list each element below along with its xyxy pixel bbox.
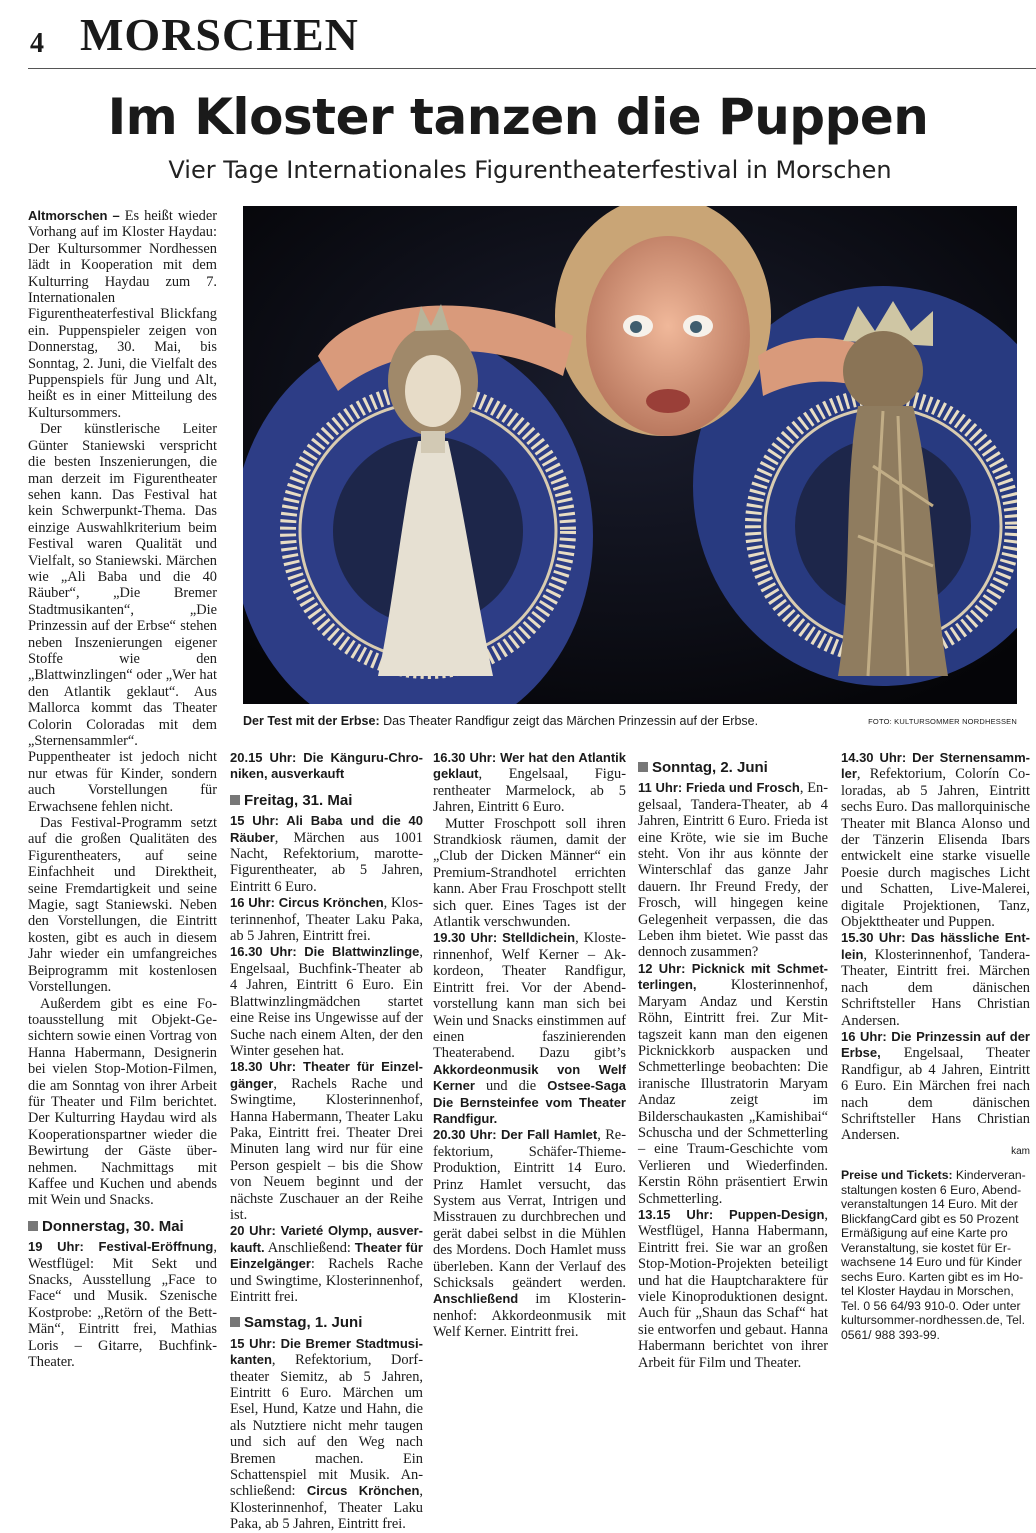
- program-entry: 15 Uhr: Die Bremer Stadtmusikanten, Refektorium, Dorftheater Siemitz, ab 5 Jahren, Eintritt 6 Euro. Märchen um Esel, Hund, Katze und Hahn, die als Nutztiere nicht mehr taugen und sich auf den Weg nach Bremen machen. Ein Schattenspiel mit Musik. Anschließend: Circus Krönchen, Klosterinnenhof, Theater Laku Paka, ab 5 Jahren, Eintritt frei.: [230, 1335, 423, 1533]
- author-initials: kam: [1011, 1145, 1030, 1157]
- photo-caption: Der Test mit der Erbse: Das Theater Randfigur zeigt das Märchen Prinzessin auf der Erbse.: [243, 714, 759, 728]
- program-entry: 19.30 Uhr: Stelldichein, Klosterinnenhof, Welf Kerner – Akkordeon, Theater Randfigur, Eintritt frei. Vor der Abendvorstellung kann man sich bei Wein und Snacks einstimmen auf einen faszinierenden Theaterabend. Dazu gibt’s Akkordeonmusik von Welf Kerner und die Ostsee-Saga Die Bernsteinfee vom Theater Randfigur.: [433, 930, 626, 1126]
- program-entry: 20.30 Uhr: Der Fall Hamlet, Refektorium, Schäfer-Thieme-Produktion, Eintritt 14 Euro. Prinz Hamlet versucht, das System aus Verrat, Intrigen und Misstrauen zu durchbrechen und gerät dabei selbst in die Mühlen des Mordens. Doch Hamlet muss überleben. Kann der Verlauf des Schicksals geändert werden. Anschließend im Klosterinnenhof: Akkordeonmusik mit Welf Kerner. Eintritt frei.: [433, 1127, 626, 1341]
- article-paragraph: Das Festival-Programm setzt auf die großen Qualitäten des Figurentheaters, auf seine Einfachheit und Direktheit, seine Fremdartigkeit und seine Magie, sagt Staniewski. Neben den Vorstellungen, die Eintritt kosten, gibt es auch in diesem Jahr wieder ein umfangreiches Beiprogramm mit kostenlosen Vorstellungen.: [28, 815, 217, 996]
- headline: Im Kloster tanzen die Puppen: [107, 88, 929, 146]
- program-entry: 20.15 Uhr: Die Känguru-Chroniken, ausverkauft: [230, 750, 423, 782]
- program-entry: 16 Uhr: Die Prinzessin auf der Erbse, Engelsaal, Theater Randfigur, ab 4 Jahren, Eintritt 6 Euro. Ein Märchen frei nach nach dem dänischen Schriftsteller Hans Christian Andersen.: [841, 1028, 1030, 1144]
- article-paragraph: Der künstlerische Leiter Günter Staniewski verspricht die besten Inszenierungen, die man derzeit im Figurentheater sehen kann. Das Festival hat kein Schwerpunkt-Thema. Das einzige Auswahlkriterium beim Festival waren Qualität und Vielfalt, so Staniewski. Märchen wie „Ali Baba und die 40 Räuber“, „Die Bremer Stadtmusikanten“, „Die Prinzessin auf der Erbse“ stehen neben Inszenierungen eigener Stoffe wie den „Blattwinzlingen“ oder „Wer hat den Atlantik geklaut“. Aus Mallorca kommt das Theater Colorin Coloradas mit dem „Sternensammler“. Puppentheater ist jedoch nicht nur etwas für Kinder, sondern auch Vorstellungen für Erwachsene fehlen nicht.: [28, 421, 217, 815]
- puppet-theater-photo: [243, 206, 1017, 704]
- day-heading-sunday: Sonntag, 2. Juni: [638, 760, 828, 776]
- program-entry: 12 Uhr: Picknick mit Schmetterlingen, Klosterinnenhof, Maryam Andaz und Kerstin Röhn, Eintritt frei. Zur Mittagszeit kann man den eigenen Picknickkorb auspacken und Schmetterlinge beobachten: Die iranische Illustratorin Maryam Andaz zeigt im Bilderschaukasten „Kamishibai“ Schuscha und der Schmetterling – eine Traum-Geschichte vom Verlieren und Wiederfinden. Kerstin Röhn präsentiert Erwin Schmetterling.: [638, 960, 828, 1207]
- program-column-2: [230, 750, 423, 1533]
- day-heading-friday: Freitag, 31. Mai: [230, 793, 423, 809]
- program-entry: 18.30 Uhr: Theater für Einzelgänger, Rachels Rache und Swingtime, Klosterinnenhof, Hanna Habermann, Theater Laku Paka, Eintritt frei. Theater Drei Minuten lang wird nur für eine Person gespielt – bis die Show von Neuem beginnt und der nächste Zuschauer an der Reihe ist.: [230, 1059, 423, 1223]
- subheadline: Vier Tage Internationales Figurentheaterfestival in Morschen: [168, 156, 892, 184]
- program-entry: 16.30 Uhr: Wer hat den Atlantik geklaut, Engelsaal, Figurentheater Marmelock, ab 5 Jahren, Eintritt 6 Euro.: [433, 750, 626, 816]
- program-entry: 13.15 Uhr: Puppen-Design, Westflügel, Hanna Habermann, Eintritt frei. Sie war an großen Stop-Motion-Projekten beteiligt und hat die Hauptcharaktere für viele Kinoproduktionen designt. Auch für „Shaun das Schaf“ hat sie entworfen und gebaut. Hanna Habermann berichtet von ihrer Arbeit für Film und Theater.: [638, 1206, 828, 1371]
- program-column-3: [433, 750, 626, 1341]
- program-description: Mutter Froschpott soll ihren Strandkiosk räumen, damit der „Club der Dicken Männer“ ein Premium-Strandhotel errichten kann. Aber Frau Froschpott stellt sich quer. Eines Tages ist der Atlantik verschwunden.: [433, 815, 626, 931]
- program-entry: 15.30 Uhr: Das hässliche Entlein, Klosterinnenhof, Tandera-Theater, Eintritt frei. Märchen nach dem dänischen Schriftsteller Hans Christian Andersen.: [841, 930, 1030, 1029]
- article-paragraph: Außerdem gibt es eine Fotoausstellung mit Objekt-Gesichtern sowie einen Vortrag von Hanna Habermann, Designerin bei vielen Stop-Motion-Filmen, die am Sonntag von ihrer Arbeit für Theater und Film berichtet. Der Kulturring Haydau wird als Kooperationspartner wieder die Bewirtung der Gäste übernehmen. Nachmittags mit Kaffee und Kuchen und abends mit Wein und Snacks.: [28, 995, 217, 1209]
- program-column-5: [841, 750, 1030, 1342]
- program-entry: 16 Uhr: Circus Krönchen, Klosterinnenhof, Theater Laku Paka, ab 5 Jahren, Eintritt frei.: [230, 895, 423, 945]
- program-entry: 19 Uhr: Festival-Eröffnung, Westflügel: Mit Sekt und Snacks, Ausstellung „Face to Face“ und Musik. Szenische Kostprobe: „Retörn of the Bett-Män“, Eintritt frei, Mathias Loris – Gitarre, Buchfink-Theater.: [28, 1239, 217, 1371]
- program-entry: 11 Uhr: Frieda und Frosch, Engelsaal, Tandera-Theater, ab 4 Jahren, Eintritt 6 Euro. Frieda ist eine Kröte, wie sie im Buche steht. Von ihr aus könnte der Winterschlaf das ganze Jahr dauern. Ihr Freund Fredy, der Frosch, will hingegen keine Gelegenheit verpassen, die das Leben ihm bietet. Wie passt das dennoch zusammen?: [638, 780, 828, 961]
- day-heading-saturday: Samstag, 1. Juni: [230, 1315, 423, 1331]
- header-rule: [28, 68, 1036, 69]
- program-entry: 14.30 Uhr: Der Sternensammler, Refektorium, Colorín Coloradas, ab 5 Jahren, Eintritt sechs Euro. Das mallorquinische Theater mit Blanca Alonso und der Tänzerin Elisenda Ibars entwickelt eine starke visuelle Poesie durch magisches Licht und Schatten, Live-Malerei, digitale Projektionen, Tanz, Objekttheater und Puppen.: [841, 750, 1030, 931]
- article-body: [28, 208, 217, 1370]
- article-paragraph: Es heißt wieder Vorhang auf im Kloster Haydau: Der Kultursommer Nordhessen lädt in Kooperation mit dem Kulturring Haydau zum 7. Internationalen Figurentheaterfestival Blickfang ein. Puppenspieler zeigen von Donnerstag, 30. Mai, bis Sonntag, 2. Juni, die Vielfalt des Puppenspiels für Jung und Alt, heißt es in einer Mitteilung des Kultursommers.: [28, 208, 217, 421]
- program-entry: 15 Uhr: Ali Baba und die 40 Räuber, Märchen aus 1001 Nacht, Refektorium, marotte-Figurentheater, ab 5 Jahren, Eintritt 6 Euro.: [230, 813, 423, 895]
- program-entry: 16.30 Uhr: Die Blattwinzlinge, Engelsaal, Buchfink-Theater ab 4 Jahren, Eintritt 6 Euro. Ein Blattwinzlingmädchen startet eine Reise ins Ungewisse auf der Suche nach einem Alten, der den Winter gesehen hat.: [230, 944, 423, 1059]
- section-title: MORSCHEN: [80, 9, 359, 60]
- ticket-info-box: Preise und Tickets: Kinderveranstaltungen kosten 6 Euro, Abendveranstaltungen 14 Euro. Mit der BlickfangCard gibt es 50 Prozent Ermäßigung auf eine Karte pro Veranstaltung, sie kostet für Erwachsene 14 Euro und für Kinder sechs Euro. Karten gibt es im Hotel Kloster Haydau in Morschen, Tel. 0 56 64/93 910-0. Oder unter kultursommer-nordhessen.de, Tel. 0561/ 988 393-99.: [841, 1168, 1026, 1342]
- day-heading-thursday: Donnerstag, 30. Mai: [28, 1219, 217, 1235]
- article-photo: [243, 206, 1017, 704]
- page-number: 4: [30, 28, 44, 59]
- program-column-4: [638, 750, 828, 1371]
- photo-credit: FOTO: KULTURSOMMER NORDHESSEN: [868, 717, 1017, 726]
- program-entry: 20 Uhr: Varieté Olymp, ausverkauft. Anschließend: Theater für Einzelgänger: Rachels Rache und Swingtime, Klosterinnenhof, Eintritt frei.: [230, 1223, 423, 1305]
- lead-location: Altmorschen –: [28, 208, 120, 223]
